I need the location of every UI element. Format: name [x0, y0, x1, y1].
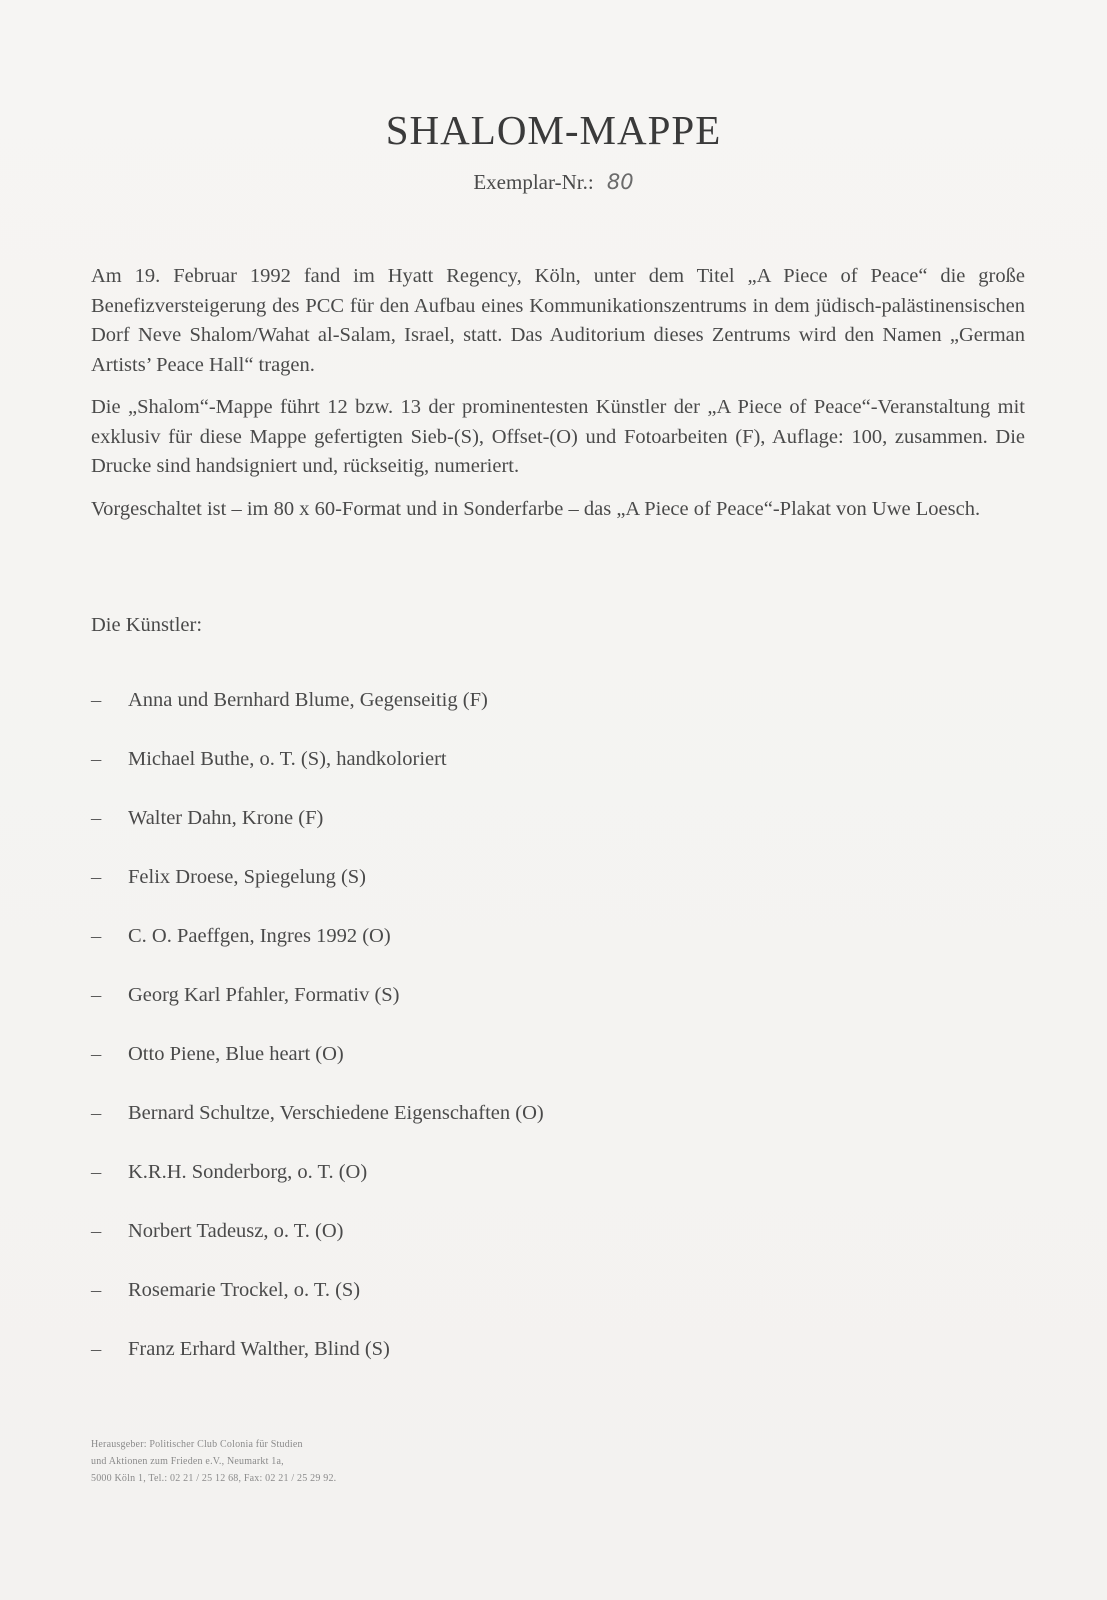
publisher-footer — [91, 1436, 336, 1487]
list-dash: – — [91, 1161, 102, 1183]
list-dash: – — [91, 807, 102, 829]
artists-heading: Die Künstler: — [91, 614, 203, 636]
footer-line: und Aktionen zum Frieden e.V., Neumarkt 1a, — [91, 1456, 284, 1467]
artist-entry: Walter Dahn, Krone (F) — [128, 807, 324, 829]
artist-entry: Michael Buthe, o. T. (S), handkoloriert — [128, 748, 447, 770]
list-dash: – — [91, 984, 102, 1006]
artist-list — [91, 687, 544, 1395]
list-item — [91, 1159, 544, 1218]
list-item — [91, 1336, 544, 1395]
list-dash: – — [91, 1102, 102, 1124]
list-item — [91, 1277, 544, 1336]
artist-entry: Georg Karl Pfahler, Formativ (S) — [128, 984, 400, 1006]
artist-entry: Bernard Schultze, Verschiedene Eigenschaften (O) — [128, 1102, 544, 1124]
artist-entry: Rosemarie Trockel, o. T. (S) — [128, 1279, 361, 1301]
exemplar-number-line — [0, 170, 1107, 195]
list-item — [91, 1100, 544, 1159]
paragraph-portfolio: Die „Shalom“-Mappe führt 12 bzw. 13 der prominentesten Künstler der „A Piece of Peace“-Veranstaltung mit exklusiv für diese Mappe gefertigten Sieb-(S), Offset-(O) und Fotoarbeiten (F), Auflage: 100, zusammen. Die Drucke sind handsigniert und, rückseitig, numeriert. — [91, 396, 1025, 477]
list-dash: – — [91, 866, 102, 888]
list-item — [91, 864, 544, 923]
list-item — [91, 923, 544, 982]
list-dash: – — [91, 925, 102, 947]
artist-entry: Norbert Tadeusz, o. T. (O) — [128, 1220, 344, 1242]
list-dash: – — [91, 1338, 102, 1360]
list-dash: – — [91, 1279, 102, 1301]
list-item — [91, 687, 544, 746]
list-dash: – — [91, 689, 102, 711]
list-dash: – — [91, 1220, 102, 1242]
artist-entry: Otto Piene, Blue heart (O) — [128, 1043, 344, 1065]
list-dash: – — [91, 748, 102, 770]
paragraph-intro: Am 19. Februar 1992 fand im Hyatt Regency, Köln, unter dem Titel „A Piece of Peace“ die große Benefizversteigerung des PCC für den Aufbau eines Kommunikationszentrums in dem jüdisch-palästinensischen Dorf Neve Shalom/Wahat al-Salam, Israel, statt. Das Auditorium dieses Zentrums wird den Namen „German Artists’ Peace Hall“ tragen. — [91, 265, 1025, 376]
footer-line: 5000 Köln 1, Tel.: 02 21 / 25 12 68, Fax: 02 21 / 25 29 92. — [91, 1473, 337, 1484]
list-item — [91, 982, 544, 1041]
list-dash: – — [91, 1043, 102, 1065]
artist-entry: Felix Droese, Spiegelung (S) — [128, 866, 366, 888]
exemplar-label: Exemplar-Nr.: — [473, 170, 594, 194]
artist-entry: K.R.H. Sonderborg, o. T. (O) — [128, 1161, 368, 1183]
footer-line: Herausgeber: Politischer Club Colonia für Studien — [91, 1439, 303, 1450]
list-item — [91, 746, 544, 805]
artist-entry: C. O. Paeffgen, Ingres 1992 (O) — [128, 925, 391, 947]
artist-entry: Franz Erhard Walther, Blind (S) — [128, 1338, 390, 1360]
page-title: SHALOM-MAPPE — [385, 107, 722, 153]
artist-entry: Anna und Bernhard Blume, Gegenseitig (F) — [128, 689, 488, 711]
paragraph-poster: Vorgeschaltet ist – im 80 x 60-Format und in Sonderfarbe – das „A Piece of Peace“-Plakat von Uwe Loesch. — [91, 498, 981, 520]
list-item — [91, 805, 544, 864]
list-item — [91, 1041, 544, 1100]
list-item — [91, 1218, 544, 1277]
exemplar-number-handwritten: 80 — [606, 170, 634, 194]
